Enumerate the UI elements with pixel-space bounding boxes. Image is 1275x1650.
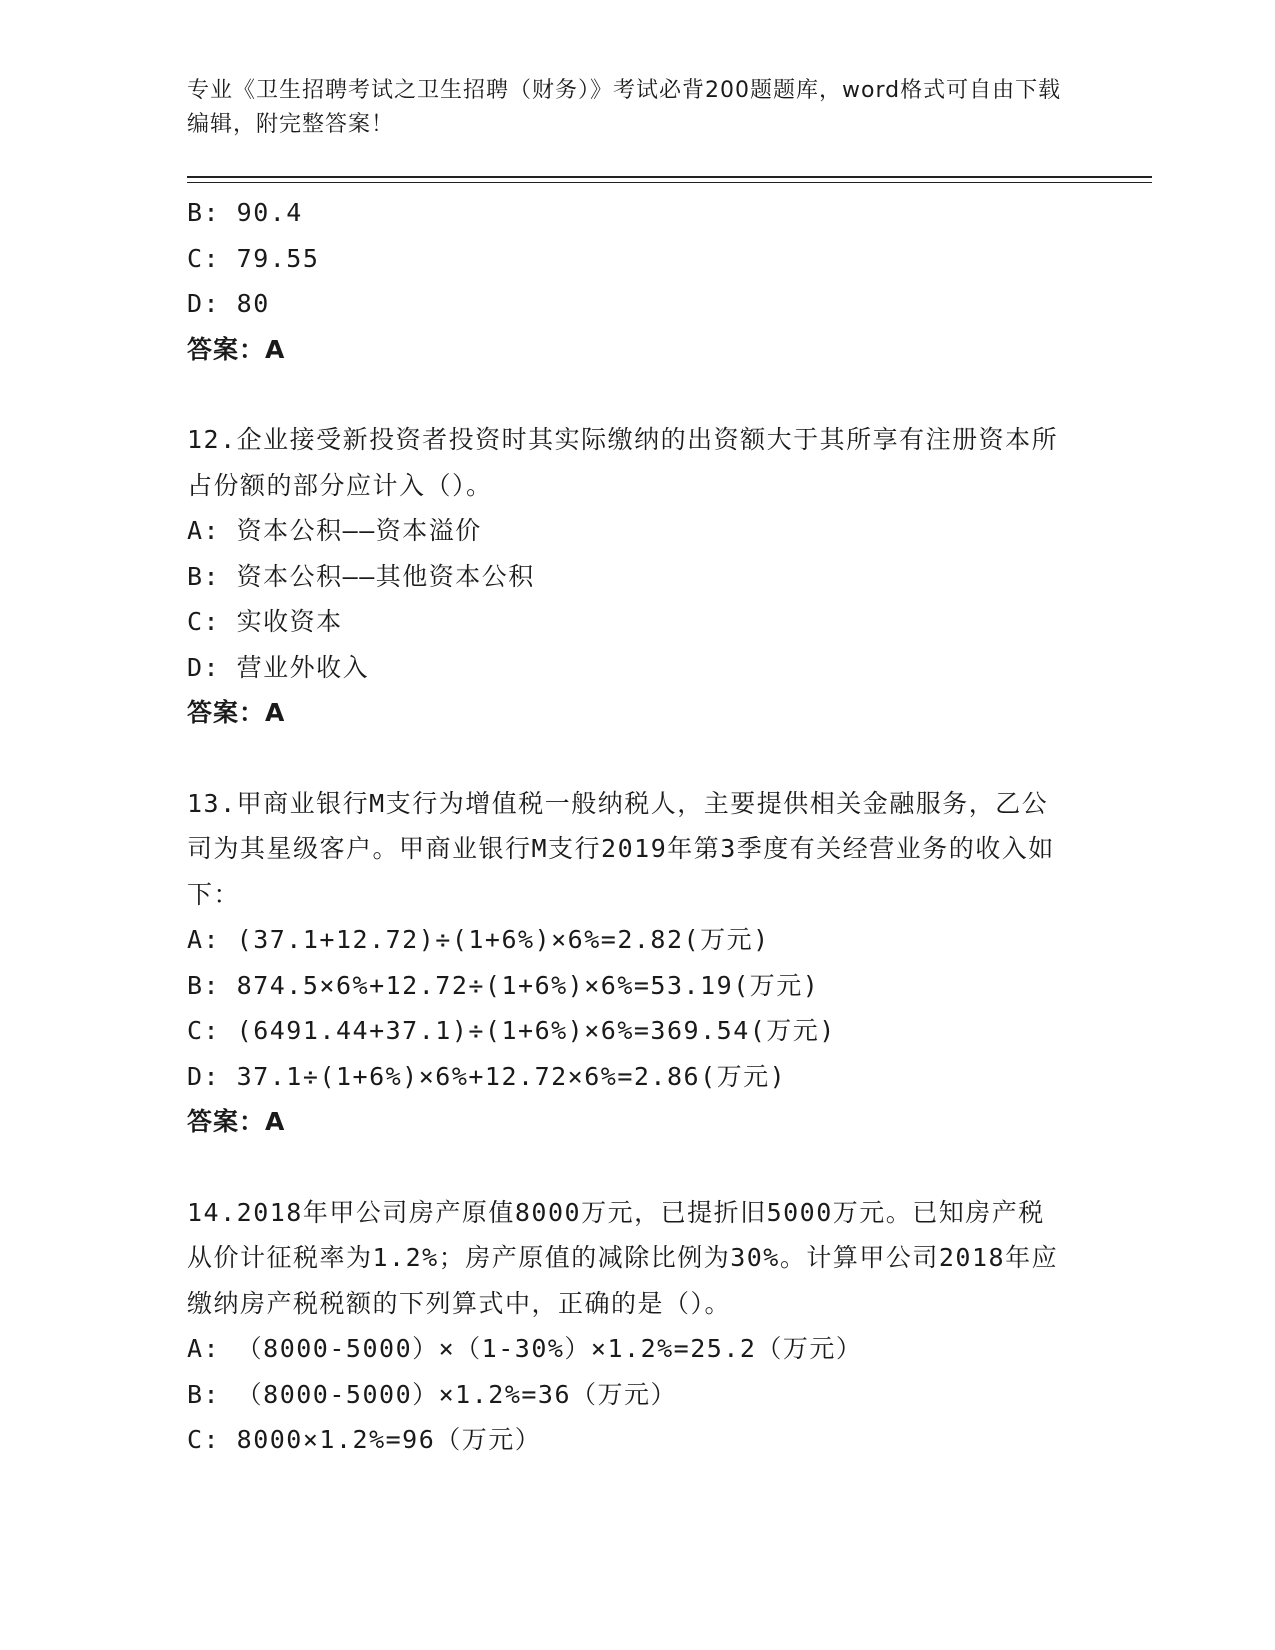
document-body xyxy=(187,190,1087,1463)
header-divider-thick xyxy=(187,176,1152,178)
option-b: B: 90.4 xyxy=(187,198,303,227)
question-12 xyxy=(187,417,1087,736)
spacer xyxy=(187,736,1087,781)
option-d: D: 80 xyxy=(187,289,270,318)
option-c: C: 79.55 xyxy=(187,243,320,273)
option-d: D: 37.1÷(1+6%)×6%+12.72×6%=2.86(万元) xyxy=(187,1061,787,1091)
option-b: B: （8000-5000）×1.2%=36（万元） xyxy=(187,1379,678,1409)
question-stem: 12.企业接受新投资者投资时其实际缴纳的出资额大于其所享有注册资本所占份额的部分应计入（）。 xyxy=(187,425,1059,500)
answer: 答案：A xyxy=(187,698,286,727)
option-b: B: 资本公积——其他资本公积 xyxy=(187,561,535,591)
option-d: D: 营业外收入 xyxy=(187,652,370,682)
question-stem: 14.2018年甲公司房产原值8000万元，已提折旧5000万元。已知房产税从价计征税率为1.2%；房产原值的减除比例为30%。计算甲公司2018年应缴纳房产税税额的下列算式中，正确的是（）。 xyxy=(187,1197,1059,1318)
option-a: A: （8000-5000）×（1-30%）×1.2%=25.2（万元） xyxy=(187,1334,863,1363)
question-14 xyxy=(187,1190,1087,1463)
question-stem: 13.甲商业银行M支行为增值税一般纳税人，主要提供相关金融服务，乙公司为其星级客户。甲商业银行M支行2019年第3季度有关经营业务的收入如下： xyxy=(187,788,1055,909)
option-b: B: 874.5×6%+12.72÷(1+6%)×6%=53.19(万元) xyxy=(187,970,820,1000)
spacer xyxy=(187,1145,1087,1190)
option-a: A: 资本公积——资本溢价 xyxy=(187,516,482,545)
spacer xyxy=(187,372,1087,417)
option-c: C: (6491.44+37.1)÷(1+6%)×6%=369.54(万元) xyxy=(187,1016,836,1045)
answer: 答案：A xyxy=(187,334,286,364)
question-11 xyxy=(187,190,1087,372)
answer: 答案：A xyxy=(187,1107,286,1136)
option-c: C: 实收资本 xyxy=(187,607,343,636)
question-13 xyxy=(187,781,1087,1145)
document-header: 专业《卫生招聘考试之卫生招聘（财务）》考试必背200题题库，word格式可自由下载编辑，附完整答案！ xyxy=(187,78,1062,137)
option-a: A: (37.1+12.72)÷(1+6%)×6%=2.82(万元) xyxy=(187,925,770,954)
option-c: C: 8000×1.2%=96（万元） xyxy=(187,1425,542,1454)
header-divider-thin xyxy=(187,182,1152,183)
